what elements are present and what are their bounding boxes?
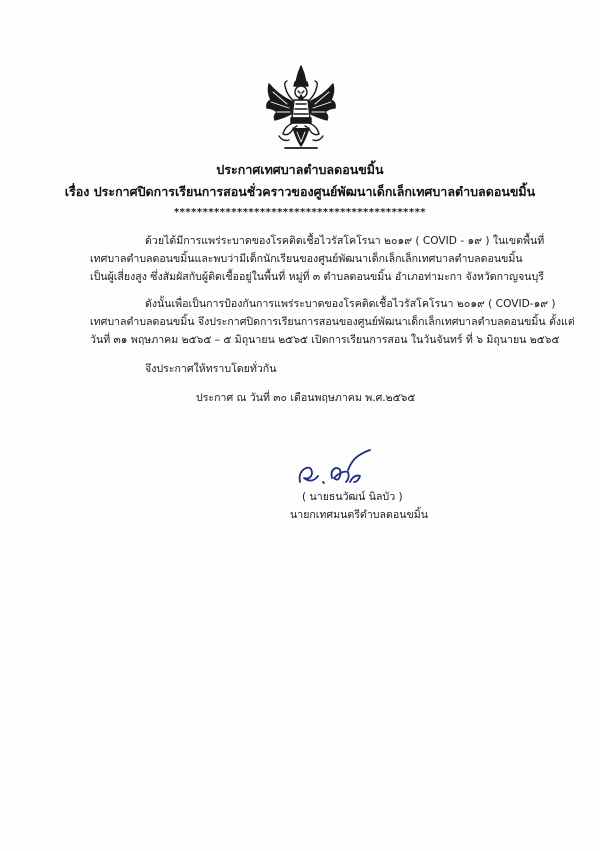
announcement-title: ประกาศเทศบาลตำบลดอนขมิ้น	[216, 162, 384, 177]
announcement-subject: เรื่อง ประกาศปิดการเรียนการสอนชั่วคราวของศูนย์พัฒนาเด็กเล็กเทศบาลตำบลดอนขมิ้น	[64, 184, 536, 199]
paragraph-1-line-3: เป็นผู้เสี่ยงสูง ซึ่งสัมผัสกับผู้ติดเชื้ออยู่ในพื้นที่ หมู่ที่ ๓ ตำบลดอนขมิ้น อำเภอท่ามะกา จังหวัดกาญจนบุรี	[90, 271, 544, 283]
signatory-position: นายกเทศมนตรีตำบลดอนขมิ้น	[290, 509, 428, 521]
garuda-emblem-icon	[263, 62, 339, 154]
paragraph-2-line-3: วันที่ ๓๑ พฤษภาคม ๒๕๖๕ – ๕ มิถุนายน ๒๕๖๕ เปิดการเรียนการสอน ในวันจันทร์ ที่ ๖ มิถุนายน ๒๕๖๕	[90, 334, 560, 346]
paragraph-1-line-2: เทศบาลตำบลดอนขมิ้นและพบว่ามีเด็กนักเรียนของศูนย์พัฒนาเด็กเล็กเล็กเทศบาลตำบลดอนขมิ้น	[90, 253, 523, 265]
paragraph-2-line-1: ดังนั้นเพื่อเป็นการป้องกันการแพร่ระบาดของโรคติดเชื้อไวรัสโคโรนา ๒๐๑๙ ( COVID-๑๙ )	[145, 298, 556, 310]
signatory-name: ( นายธนวัฒน์ นิลบัว )	[302, 491, 403, 503]
paragraph-2-line-2: เทศบาลตำบลดอนขมิ้น จึงประกาศปิดการเรียนการสอนของศูนย์พัฒนาเด็กเล็กเทศบาลตำบลดอนขมิ้น ตั้งแต่	[90, 316, 575, 328]
separator-line: ********************************************	[173, 207, 427, 218]
paragraph-1-line-1: ด้วยได้มีการแพร่ระบาดของโรคติดเชื้อไวรัสโคโรนา ๒๐๑๙ ( COVID - ๑๙ ) ในเขตพื้นที่	[145, 235, 545, 247]
handwritten-signature	[296, 448, 376, 490]
announcement-date: ประกาศ ณ วันที่ ๓๐ เดือนพฤษภาคม พ.ศ.๒๕๖๕	[196, 392, 416, 404]
closing-statement: จึงประกาศให้ทราบโดยทั่วกัน	[145, 363, 277, 375]
